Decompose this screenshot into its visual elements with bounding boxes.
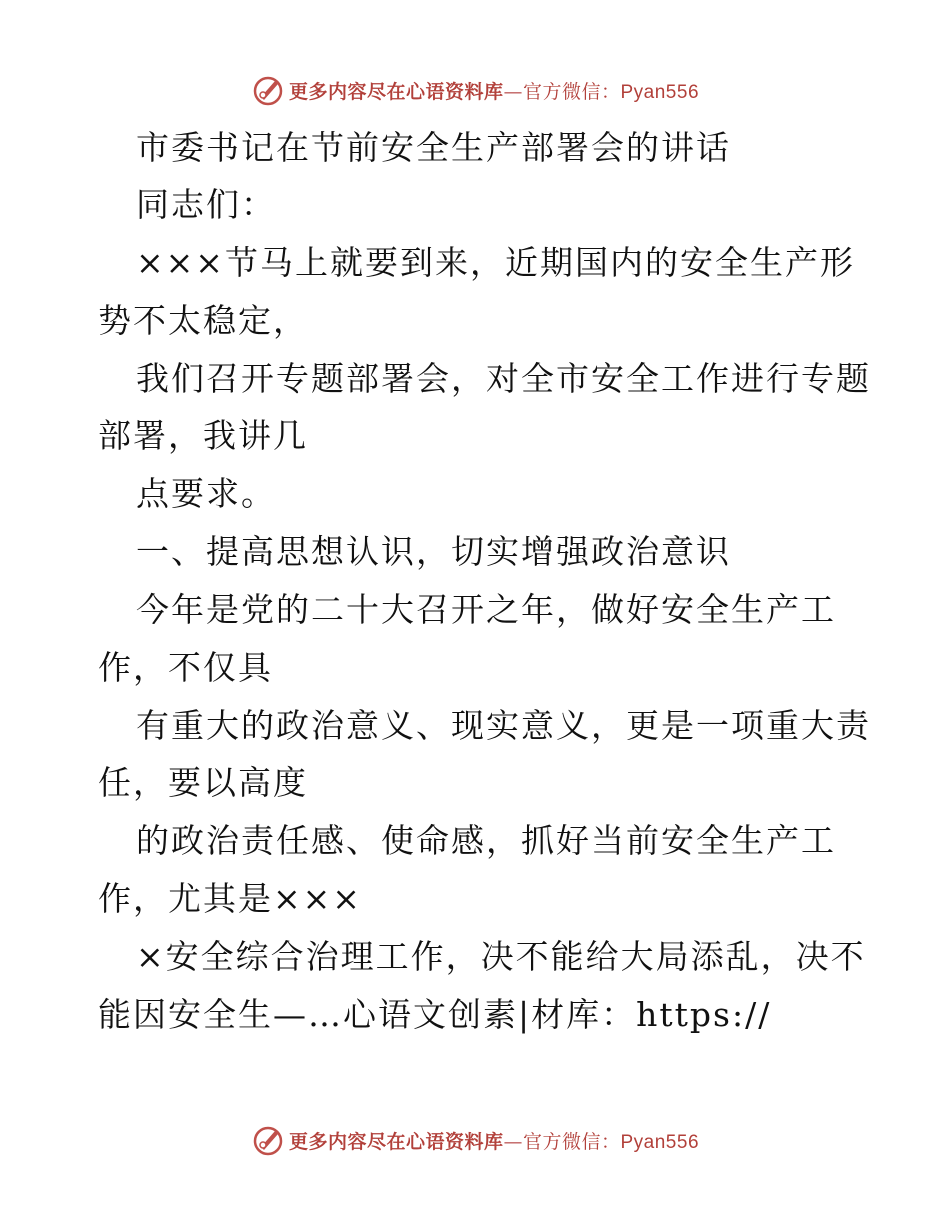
salutation: 同志们： [136, 185, 276, 224]
paragraph-line: 作，不仅具 [98, 648, 273, 687]
banner-title: 更多内容尽在心语资料库 [288, 80, 504, 103]
paragraph-line: ×安全综合治理工作，决不能给大局添乱，决不 [136, 937, 866, 976]
paragraph-line: 点要求。 [136, 474, 276, 513]
header-banner [0, 70, 950, 110]
paragraph-line: 作，尤其是××× [98, 879, 362, 918]
paragraph-line: 部署，我讲几 [98, 416, 308, 455]
paragraph-line: 今年是党的二十大召开之年，做好安全生产工 [136, 590, 836, 629]
paragraph-line: 的政治责任感、使命感，抓好当前安全生产工 [136, 821, 836, 860]
document-title: 市委书记在节前安全生产部署会的讲话 [136, 128, 731, 167]
brand-logo-icon [251, 73, 285, 107]
banner-suffix: 官方微信： [522, 1130, 621, 1153]
banner-dash: — [503, 1130, 523, 1153]
banner-wechat-id: Pyan556 [620, 1131, 700, 1153]
section-heading: 一、提高思想认识，切实增强政治意识 [136, 532, 731, 571]
paragraph-line: 我们召开专题部署会，对全市安全工作进行专题 [136, 359, 871, 398]
paragraph-line: 任，要以高度 [98, 763, 308, 802]
paragraph-line: 能因安全生—…心语文创素|材库：https:// [98, 995, 772, 1034]
brand-logo-icon [251, 1123, 285, 1157]
paragraph-line: 有重大的政治意义、现实意义，更是一项重大责 [136, 706, 871, 745]
banner-suffix: 官方微信： [522, 80, 621, 103]
banner-dash: — [503, 80, 523, 103]
banner-wechat-id: Pyan556 [620, 81, 700, 103]
banner-title: 更多内容尽在心语资料库 [288, 1130, 504, 1153]
paragraph-line: ×××节马上就要到来，近期国内的安全生产形 [136, 243, 855, 282]
paragraph-line: 势不太稳定， [98, 301, 308, 340]
footer-banner [0, 1120, 950, 1160]
